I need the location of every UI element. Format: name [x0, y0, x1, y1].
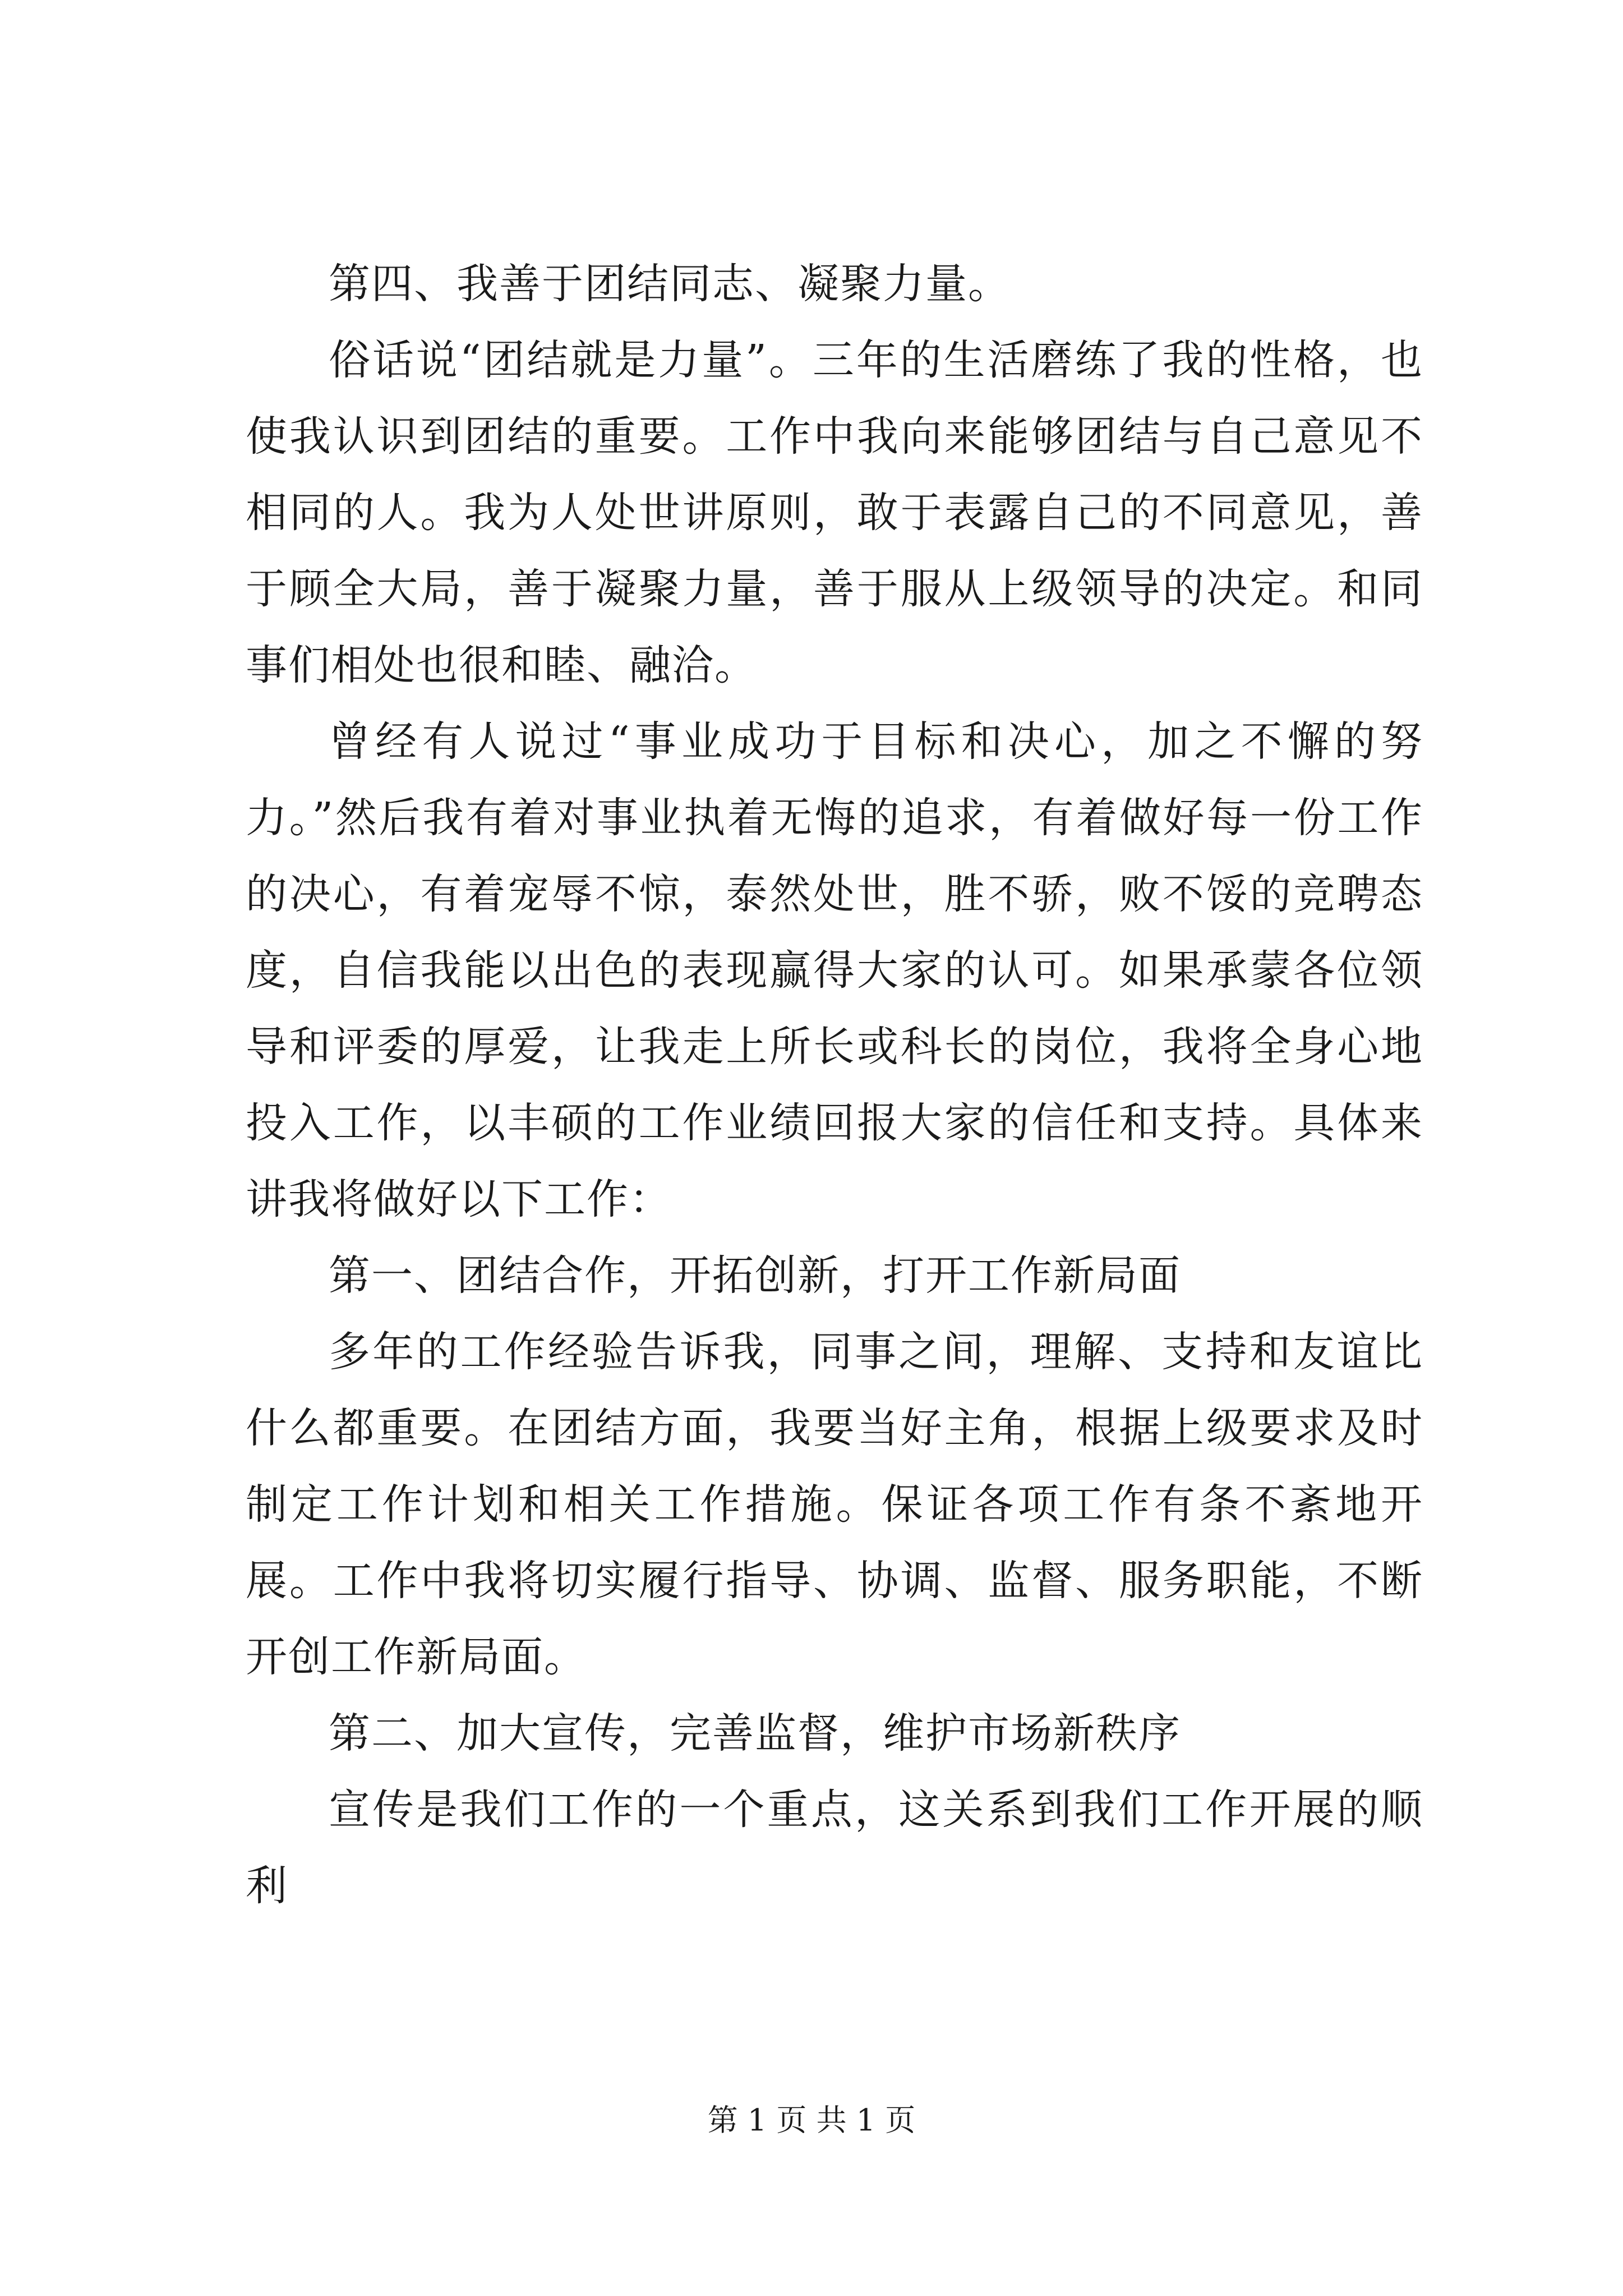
- paragraph-commitment: 曾经有人说过“事业成功于目标和决心，加之不懈的努力。”然后我有着对事业执着无悔的追求，有着做好每一份工作的决心，有着宠辱不惊，泰然处世，胜不骄，败不馁的竞聘态度，自信我能以出色的表现赢得大家的认可。如果承蒙各位领导和评委的厚爱，让我走上所长或科长的岗位，我将全身心地投入工作，以丰硕的工作业绩回报大家的信任和支持。具体来讲我将做好以下工作：: [246, 717, 1423, 1223]
- paragraph-publicity: 宣传是我们工作的一个重点，这关系到我们工作开展的顺利: [246, 1786, 1423, 1910]
- paragraph-heading-two: 第二、加大宣传，完善监督，维护市场新秩序: [329, 1709, 1181, 1757]
- document-body: [246, 246, 1423, 1924]
- paragraph-cooperation: 多年的工作经验告诉我，同事之间，理解、支持和友谊比什么都重要。在团结方面，我要当好主角，根据上级要求及时制定工作计划和相关工作措施。保证各项工作有条不紊地开展。工作中我将切实履行指导、协调、监督、服务职能，不断开创工作新局面。: [246, 1328, 1423, 1681]
- paragraph-unity: 俗话说“团结就是力量”。三年的生活磨练了我的性格，也使我认识到团结的重要。工作中我向来能够团结与自己意见不相同的人。我为人处世讲原则，敢于表露自己的不同意见，善于顾全大局，善于凝聚力量，善于服从上级领导的决定。和同事们相处也很和睦、融洽。: [246, 336, 1423, 689]
- paragraph-heading-one: 第一、团结合作，开拓创新，打开工作新局面: [329, 1251, 1181, 1300]
- paragraph-heading-four: 第四、我善于团结同志、凝聚力量。: [329, 260, 1011, 308]
- page-footer: 第 1 页 共 1 页: [707, 2102, 916, 2138]
